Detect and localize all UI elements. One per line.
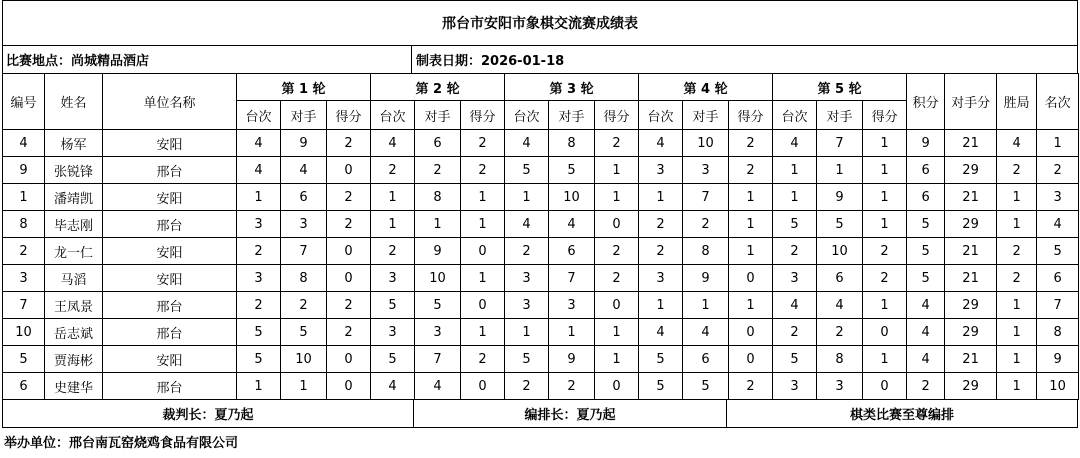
cell-r3-score: 1 [595, 157, 639, 184]
cell-r2-opponent: 5 [415, 292, 461, 319]
cell-unit: 安阳 [103, 184, 237, 211]
cell-wins: 2 [997, 157, 1037, 184]
header-round-2: 第 2 轮 [371, 74, 505, 101]
table-row [3, 265, 1079, 292]
subheader-r2-opponent: 对手 [415, 101, 461, 130]
cell-rank: 2 [1037, 157, 1079, 184]
cell-name: 龙一仁 [45, 238, 103, 265]
cell-r1-table: 4 [237, 157, 281, 184]
cell-wins: 2 [997, 265, 1037, 292]
subheader-r4-table: 台次 [639, 101, 683, 130]
cell-id: 9 [3, 157, 45, 184]
cell-r3-table: 2 [505, 238, 549, 265]
cell-opp-points: 21 [945, 346, 997, 373]
cell-r2-table: 5 [371, 346, 415, 373]
cell-unit: 安阳 [103, 130, 237, 157]
cell-r5-score: 1 [863, 346, 907, 373]
cell-unit: 安阳 [103, 346, 237, 373]
cell-r1-opponent: 7 [281, 238, 327, 265]
cell-r3-score: 1 [595, 184, 639, 211]
cell-r3-table: 3 [505, 292, 549, 319]
subheader-r3-table: 台次 [505, 101, 549, 130]
cell-opp-points: 29 [945, 211, 997, 238]
cell-r4-score: 1 [729, 292, 773, 319]
cell-opp-points: 29 [945, 373, 997, 400]
cell-r5-score: 2 [863, 238, 907, 265]
header-points: 积分 [907, 74, 945, 130]
cell-points: 5 [907, 211, 945, 238]
cell-rank: 4 [1037, 211, 1079, 238]
cell-r2-table: 4 [371, 373, 415, 400]
subheader-r5-table: 台次 [773, 101, 817, 130]
cell-r4-opponent: 1 [683, 292, 729, 319]
cell-r3-score: 0 [595, 373, 639, 400]
cell-r3-table: 5 [505, 346, 549, 373]
cell-r3-opponent: 5 [549, 157, 595, 184]
cell-r5-score: 2 [863, 265, 907, 292]
header-unit: 单位名称 [103, 74, 237, 130]
cell-points: 4 [907, 292, 945, 319]
cell-r2-score: 1 [461, 319, 505, 346]
cell-r4-table: 1 [639, 292, 683, 319]
cell-r4-score: 2 [729, 157, 773, 184]
cell-rank: 9 [1037, 346, 1079, 373]
subheader-r2-score: 得分 [461, 101, 505, 130]
cell-r1-opponent: 8 [281, 265, 327, 292]
cell-r2-opponent: 8 [415, 184, 461, 211]
cell-r2-score: 0 [461, 373, 505, 400]
table-row [3, 130, 1079, 157]
cell-points: 6 [907, 157, 945, 184]
cell-rank: 7 [1037, 292, 1079, 319]
info-row [2, 45, 1078, 73]
cell-unit: 邢台 [103, 319, 237, 346]
cell-id: 1 [3, 184, 45, 211]
table-row [3, 346, 1079, 373]
cell-wins: 1 [997, 292, 1037, 319]
cell-r2-score: 2 [461, 157, 505, 184]
cell-r2-score: 0 [461, 292, 505, 319]
cell-r1-opponent: 9 [281, 130, 327, 157]
cell-r1-score: 2 [327, 184, 371, 211]
header-id: 编号 [3, 74, 45, 130]
cell-rank: 6 [1037, 265, 1079, 292]
cell-r2-table: 1 [371, 211, 415, 238]
subheader-r4-score: 得分 [729, 101, 773, 130]
cell-r5-table: 2 [773, 319, 817, 346]
cell-r5-opponent: 1 [817, 157, 863, 184]
cell-r5-table: 1 [773, 184, 817, 211]
cell-r3-score: 0 [595, 292, 639, 319]
cell-r2-score: 1 [461, 184, 505, 211]
cell-rank: 8 [1037, 319, 1079, 346]
cell-r1-opponent: 1 [281, 373, 327, 400]
subheader-r3-score: 得分 [595, 101, 639, 130]
cell-unit: 邢台 [103, 157, 237, 184]
cell-r3-table: 3 [505, 265, 549, 292]
cell-id: 2 [3, 238, 45, 265]
cell-wins: 1 [997, 184, 1037, 211]
cell-r1-opponent: 10 [281, 346, 327, 373]
cell-r1-score: 2 [327, 211, 371, 238]
results-body [3, 130, 1079, 400]
cell-points: 6 [907, 184, 945, 211]
cell-r2-opponent: 9 [415, 238, 461, 265]
cell-rank: 1 [1037, 130, 1079, 157]
cell-id: 4 [3, 130, 45, 157]
cell-r3-table: 1 [505, 184, 549, 211]
table-row [3, 238, 1079, 265]
cell-r1-score: 0 [327, 238, 371, 265]
cell-r5-opponent: 6 [817, 265, 863, 292]
cell-r4-score: 0 [729, 265, 773, 292]
header-round-3: 第 3 轮 [505, 74, 639, 101]
cell-unit: 邢台 [103, 211, 237, 238]
cell-unit: 安阳 [103, 238, 237, 265]
cell-r5-score: 0 [863, 373, 907, 400]
cell-r5-score: 1 [863, 184, 907, 211]
cell-r4-opponent: 10 [683, 130, 729, 157]
cell-r2-table: 3 [371, 319, 415, 346]
cell-r3-score: 1 [595, 346, 639, 373]
cell-r4-table: 5 [639, 346, 683, 373]
cell-r1-opponent: 5 [281, 319, 327, 346]
cell-name: 史建华 [45, 373, 103, 400]
cell-r2-opponent: 4 [415, 373, 461, 400]
cell-r5-table: 1 [773, 157, 817, 184]
cell-r1-table: 3 [237, 211, 281, 238]
cell-points: 5 [907, 238, 945, 265]
cell-r3-opponent: 2 [549, 373, 595, 400]
cell-r2-score: 1 [461, 211, 505, 238]
cell-points: 9 [907, 130, 945, 157]
cell-points: 5 [907, 265, 945, 292]
header-name: 姓名 [45, 74, 103, 130]
cell-r2-table: 5 [371, 292, 415, 319]
cell-wins: 4 [997, 130, 1037, 157]
cell-rank: 5 [1037, 238, 1079, 265]
cell-r4-table: 2 [639, 211, 683, 238]
cell-id: 10 [3, 319, 45, 346]
cell-wins: 1 [997, 346, 1037, 373]
cell-r4-score: 2 [729, 130, 773, 157]
cell-opp-points: 29 [945, 292, 997, 319]
cell-r5-table: 3 [773, 373, 817, 400]
cell-r5-opponent: 4 [817, 292, 863, 319]
cell-r5-opponent: 8 [817, 346, 863, 373]
cell-r3-table: 5 [505, 157, 549, 184]
cell-r2-score: 1 [461, 265, 505, 292]
cell-r4-score: 1 [729, 184, 773, 211]
cell-id: 5 [3, 346, 45, 373]
subheader-r5-score: 得分 [863, 101, 907, 130]
cell-points: 4 [907, 319, 945, 346]
cell-name: 马滔 [45, 265, 103, 292]
cell-r3-score: 1 [595, 319, 639, 346]
cell-r1-opponent: 3 [281, 211, 327, 238]
table-row [3, 211, 1079, 238]
results-sheet [2, 0, 1078, 454]
cell-wins: 1 [997, 211, 1037, 238]
cell-r4-score: 2 [729, 373, 773, 400]
cell-r2-table: 2 [371, 238, 415, 265]
cell-r2-table: 2 [371, 157, 415, 184]
cell-r4-table: 4 [639, 130, 683, 157]
cell-r3-opponent: 8 [549, 130, 595, 157]
cell-opp-points: 21 [945, 238, 997, 265]
cell-r4-score: 1 [729, 211, 773, 238]
cell-r5-table: 5 [773, 346, 817, 373]
cell-r1-table: 1 [237, 373, 281, 400]
cell-wins: 1 [997, 373, 1037, 400]
cell-r3-table: 1 [505, 319, 549, 346]
cell-r1-table: 1 [237, 184, 281, 211]
footer-row [2, 400, 1078, 428]
cell-r5-table: 4 [773, 130, 817, 157]
cell-r4-opponent: 8 [683, 238, 729, 265]
cell-r3-opponent: 6 [549, 238, 595, 265]
cell-r2-table: 4 [371, 130, 415, 157]
cell-r3-opponent: 9 [549, 346, 595, 373]
subheader-r1-opponent: 对手 [281, 101, 327, 130]
cell-r3-table: 4 [505, 211, 549, 238]
cell-r1-score: 2 [327, 130, 371, 157]
cell-id: 6 [3, 373, 45, 400]
subheader-r4-opponent: 对手 [683, 101, 729, 130]
cell-r5-score: 1 [863, 292, 907, 319]
cell-r5-opponent: 10 [817, 238, 863, 265]
cell-r1-score: 0 [327, 265, 371, 292]
cell-opp-points: 21 [945, 130, 997, 157]
cell-r5-opponent: 5 [817, 211, 863, 238]
cell-r2-opponent: 10 [415, 265, 461, 292]
cell-r3-opponent: 7 [549, 265, 595, 292]
cell-r3-score: 2 [595, 265, 639, 292]
cell-r2-opponent: 2 [415, 157, 461, 184]
cell-r1-score: 2 [327, 292, 371, 319]
cell-r5-opponent: 3 [817, 373, 863, 400]
header-opp-points: 对手分 [945, 74, 997, 130]
sheet-title: 邢台市安阳市象棋交流赛成绩表 [2, 0, 1078, 45]
cell-r4-opponent: 4 [683, 319, 729, 346]
cell-r5-opponent: 7 [817, 130, 863, 157]
cell-r1-table: 3 [237, 265, 281, 292]
cell-unit: 邢台 [103, 373, 237, 400]
table-row [3, 373, 1079, 400]
cell-r2-score: 2 [461, 130, 505, 157]
cell-r5-table: 2 [773, 238, 817, 265]
cell-r4-table: 3 [639, 157, 683, 184]
cell-opp-points: 29 [945, 157, 997, 184]
cell-r5-table: 3 [773, 265, 817, 292]
cell-unit: 邢台 [103, 292, 237, 319]
cell-r4-opponent: 3 [683, 157, 729, 184]
results-table [2, 73, 1079, 400]
cell-r4-opponent: 9 [683, 265, 729, 292]
cell-r3-opponent: 3 [549, 292, 595, 319]
cell-r1-table: 4 [237, 130, 281, 157]
cell-r3-score: 0 [595, 211, 639, 238]
cell-r5-opponent: 9 [817, 184, 863, 211]
cell-r4-table: 3 [639, 265, 683, 292]
cell-r2-opponent: 3 [415, 319, 461, 346]
cell-r4-opponent: 6 [683, 346, 729, 373]
cell-r5-score: 0 [863, 319, 907, 346]
cell-r2-table: 3 [371, 265, 415, 292]
cell-r1-opponent: 6 [281, 184, 327, 211]
header-round-1: 第 1 轮 [237, 74, 371, 101]
cell-rank: 10 [1037, 373, 1079, 400]
cell-name: 潘靖凯 [45, 184, 103, 211]
cell-r3-score: 2 [595, 238, 639, 265]
cell-r2-score: 2 [461, 346, 505, 373]
subheader-r5-opponent: 对手 [817, 101, 863, 130]
cell-wins: 1 [997, 319, 1037, 346]
cell-r4-table: 1 [639, 184, 683, 211]
cell-r5-table: 5 [773, 211, 817, 238]
cell-r1-table: 2 [237, 292, 281, 319]
cell-id: 8 [3, 211, 45, 238]
cell-r4-opponent: 7 [683, 184, 729, 211]
cell-r1-score: 0 [327, 373, 371, 400]
date-label: 制表日期：2026-01-18 [416, 54, 565, 69]
cell-rank: 3 [1037, 184, 1079, 211]
cell-points: 4 [907, 346, 945, 373]
cell-r1-opponent: 4 [281, 157, 327, 184]
cell-r2-opponent: 6 [415, 130, 461, 157]
cell-r3-opponent: 4 [549, 211, 595, 238]
software-label: 棋类比赛至尊编排 [849, 408, 954, 423]
cell-r1-score: 2 [327, 319, 371, 346]
cell-r2-table: 1 [371, 184, 415, 211]
cell-opp-points: 21 [945, 265, 997, 292]
cell-name: 张锐锋 [45, 157, 103, 184]
cell-wins: 2 [997, 238, 1037, 265]
header-wins: 胜局 [997, 74, 1037, 130]
subheader-r2-table: 台次 [371, 101, 415, 130]
cell-opp-points: 29 [945, 319, 997, 346]
subheader-r1-score: 得分 [327, 101, 371, 130]
cell-r5-opponent: 2 [817, 319, 863, 346]
cell-unit: 安阳 [103, 265, 237, 292]
referee-label: 裁判长：夏乃起 [3, 400, 414, 427]
cell-r3-table: 2 [505, 373, 549, 400]
cell-r5-score: 1 [863, 130, 907, 157]
header-rank: 名次 [1037, 74, 1079, 130]
table-row [3, 292, 1079, 319]
cell-id: 7 [3, 292, 45, 319]
cell-r1-table: 2 [237, 238, 281, 265]
cell-name: 王凤景 [45, 292, 103, 319]
cell-r4-opponent: 5 [683, 373, 729, 400]
cell-r5-score: 1 [863, 211, 907, 238]
cell-r2-opponent: 1 [415, 211, 461, 238]
cell-r1-table: 5 [237, 319, 281, 346]
cell-r5-table: 4 [773, 292, 817, 319]
cell-r3-opponent: 1 [549, 319, 595, 346]
arranger-label: 编排长：夏乃起 [414, 400, 727, 427]
cell-r5-score: 1 [863, 157, 907, 184]
cell-r1-opponent: 2 [281, 292, 327, 319]
cell-r4-table: 5 [639, 373, 683, 400]
cell-r4-table: 2 [639, 238, 683, 265]
venue-label: 比赛地点：尚城精品酒店 [3, 46, 412, 73]
cell-r1-score: 0 [327, 157, 371, 184]
cell-name: 岳志斌 [45, 319, 103, 346]
subheader-r1-table: 台次 [237, 101, 281, 130]
cell-r2-opponent: 7 [415, 346, 461, 373]
cell-r4-table: 4 [639, 319, 683, 346]
table-row [3, 157, 1079, 184]
subheader-r3-opponent: 对手 [549, 101, 595, 130]
cell-name: 杨军 [45, 130, 103, 157]
cell-r1-table: 5 [237, 346, 281, 373]
cell-r4-score: 0 [729, 319, 773, 346]
header-round-5: 第 5 轮 [773, 74, 907, 101]
cell-points: 2 [907, 373, 945, 400]
cell-r4-opponent: 2 [683, 211, 729, 238]
cell-r3-table: 4 [505, 130, 549, 157]
cell-r2-score: 0 [461, 238, 505, 265]
cell-r4-score: 0 [729, 346, 773, 373]
cell-name: 贾海彬 [45, 346, 103, 373]
cell-name: 毕志刚 [45, 211, 103, 238]
cell-id: 3 [3, 265, 45, 292]
cell-r3-opponent: 10 [549, 184, 595, 211]
table-row [3, 184, 1079, 211]
organizer-label: 举办单位：邢台南瓦窑烧鸡食品有限公司 [4, 435, 239, 451]
table-row [3, 319, 1079, 346]
cell-r4-score: 1 [729, 238, 773, 265]
cell-r3-score: 2 [595, 130, 639, 157]
cell-r1-score: 0 [327, 346, 371, 373]
cell-opp-points: 21 [945, 184, 997, 211]
header-round-4: 第 4 轮 [639, 74, 773, 101]
